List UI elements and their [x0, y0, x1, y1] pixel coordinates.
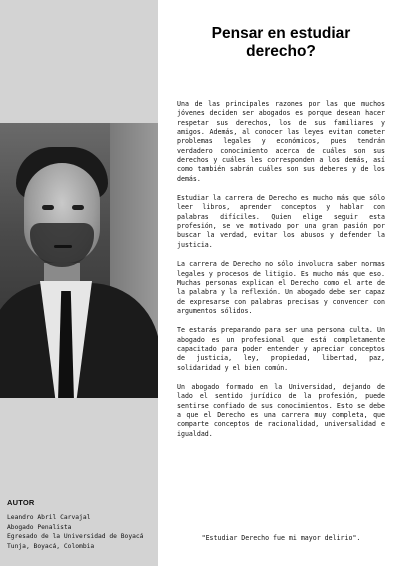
- page-title: [170, 25, 392, 60]
- photo-mouth: [54, 245, 72, 248]
- photo-eye-left: [42, 205, 54, 210]
- author-heading: AUTOR: [7, 498, 35, 507]
- paragraph: Te estarás preparando para ser una persona culta. Un abogado es un profesional que está completamente capacitado para poder entender y apreciar conceptos de justicia, ley, propiedad, libertad, paz, solidaridad y el bien común.: [177, 326, 385, 372]
- author-name: Leandro Abril Carvajal: [7, 514, 91, 522]
- photo-eye-right: [72, 205, 84, 210]
- closing-quote: "Estudiar Derecho fue mi mayor delirio".: [201, 534, 361, 542]
- paragraph: La carrera de Derecho no sólo involucra saber normas legales y procesos de litigio. Es mucho más que eso. Muchas personas explican el Derecho como el arte de la palabra y la reflexión. Un abogado debe ser capaz de expresarse con palabras precisas y convencer con argumentos sólidos.: [177, 260, 385, 315]
- article-body: [177, 100, 385, 449]
- paragraph: Una de las principales razones por las que muchos jóvenes deciden ser abogados es porque desean hacer respetar sus derechos, los de sus familiares y amigos. Además, al conocer las leyes evitan cometer problemas legales y económicos, pues tendrán verdadero conocimiento acerca de cuáles son sus derechos y cuáles les corresponden a los demás, así como también sabrán cuáles son sus deberes y de los demás.: [177, 100, 385, 183]
- author-photo: [0, 123, 158, 398]
- author-profession: Abogado Penalista: [7, 523, 72, 531]
- author-block: [7, 498, 157, 551]
- author-location: Tunja, Boyacá, Colombia: [7, 542, 95, 550]
- page-title-line-1: Pensar en estudiar: [211, 25, 351, 42]
- paragraph: Estudiar la carrera de Derecho es mucho más que sólo leer libros, aprender conceptos y hablar con palabras difíciles. Quien elige seguir esta profesión, se ve motivado por una gran pasión por buscar la verdad, evitar los abusos y defender la justicia.: [177, 194, 385, 249]
- paragraph: Un abogado formado en la Universidad, dejando de lado el sentido jurídico de la profesión, puede sentirse confiado de sus conocimientos. Esto se debe a que el Derecho es una carrera muy completa, que comparte conceptos de racionalidad, universalidad e igualdad.: [177, 382, 385, 438]
- page-title-line-2: derecho?: [246, 42, 316, 60]
- author-education: Egresado de la Universidad de Boyacá: [7, 533, 144, 541]
